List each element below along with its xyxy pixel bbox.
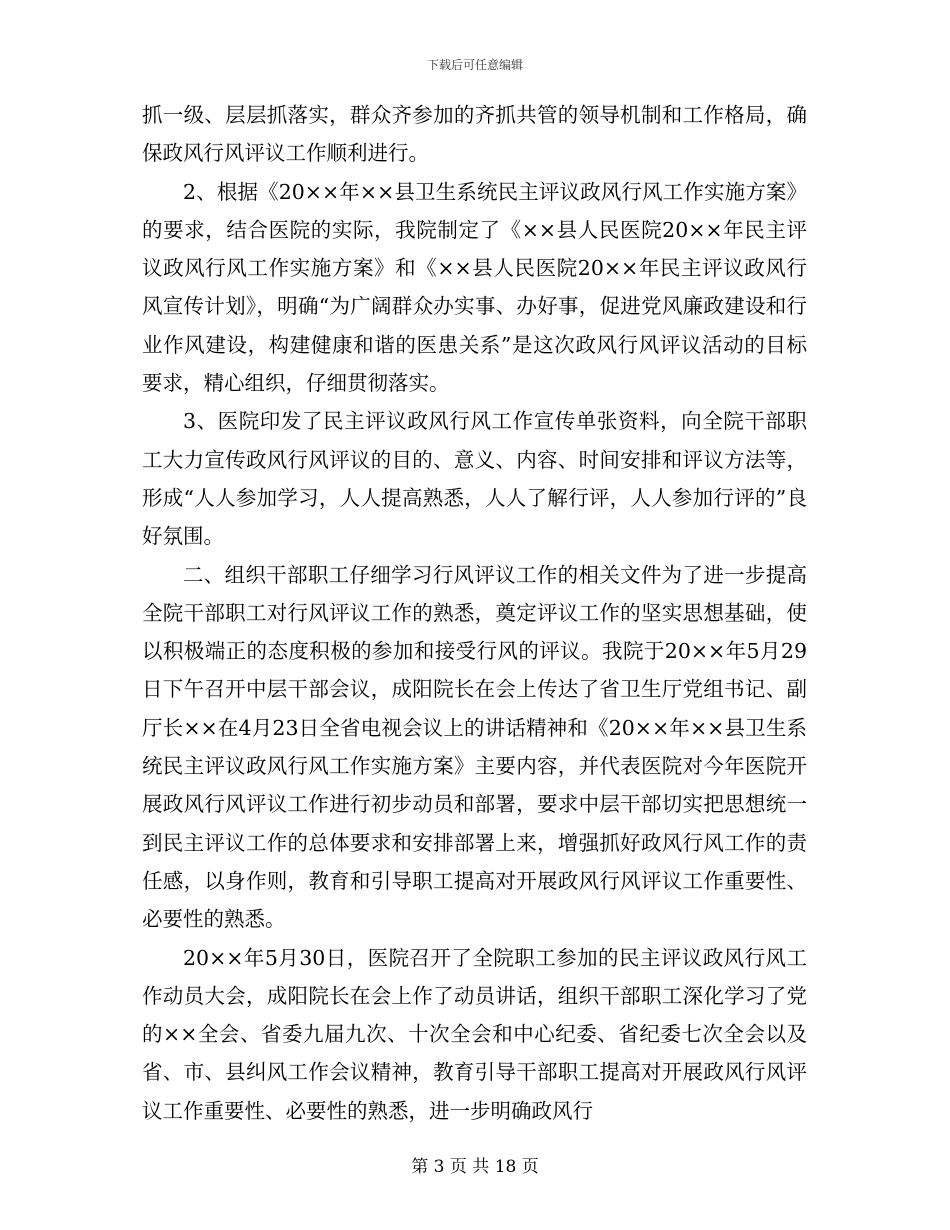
header-note: 下载后可任意编辑 [426,58,523,72]
document-body [142,96,807,1130]
page-number: 第 3 页 共 18 页 [411,1157,539,1177]
paragraph-5: 20××年5月30日，医院召开了全院职工参加的民主评议政风行风工作动员大会，成阳院长在会上作了动员讲话，组织干部职工深化学习了党的××全会、省委九届九次、十次全会和中心纪委、省纪委七次全会以及省、市、县纠风工作会议精神，教育引导干部职工提高对开展政风行风评议工作重要性、必要性的熟悉，进一步明确政风行 [142,945,807,1123]
paragraph-2: 2、根据《20××年××县卫生系统民主评议政风行风工作实施方案》的要求，结合医院的实际，我院制定了《××县人民医院20××年民主评议政风行风工作实施方案》和《××县人民医院20××年民主评议政风行风宣传计划》，明确“为广阔群众办实事、办好事，促进党风廉政建设和行业作风建设，构建健康和谐的医患关系”是这次政风行风评议活动的目标要求，精心组织，仔细贯彻落实。 [142,179,807,396]
paragraph-3: 3、医院印发了民主评议政风行风工作宣传单张资料，向全院干部职工大力宣传政风行风评议的目的、意义、内容、时间安排和评议方法等，形成“人人参加学习，人人提高熟悉，人人了解行评，人人参加行评的”良好氛围。 [142,409,807,549]
paragraph-1: 抓一级、层层抓落实，群众齐参加的齐抓共管的领导机制和工作格局，确保政风行风评议工作顺利进行。 [142,103,807,166]
paragraph-4: 二、组织干部职工仔细学习行风评议工作的相关文件为了进一步提高全院干部职工对行风评议工作的熟悉，奠定评议工作的坚实思想基础，使以积极端正的态度积极的参加和接受行风的评议。我院于20××年5月29日下午召开中层干部会议，成阳院长在会上传达了省卫生厅党组书记、副厅长××在4月23日全省电视会议上的讲话精神和《20××年××县卫生系统民主评议政风行风工作实施方案》主要内容，并代表医院对今年医院开展政风行风评议工作进行初步动员和部署，要求中层干部切实把思想统一到民主评议工作的总体要求和安排部署上来，增强抓好政风行风工作的责任感，以身作则，教育和引导职工提高对开展政风行风评议工作重要性、必要性的熟悉。 [142,562,807,932]
